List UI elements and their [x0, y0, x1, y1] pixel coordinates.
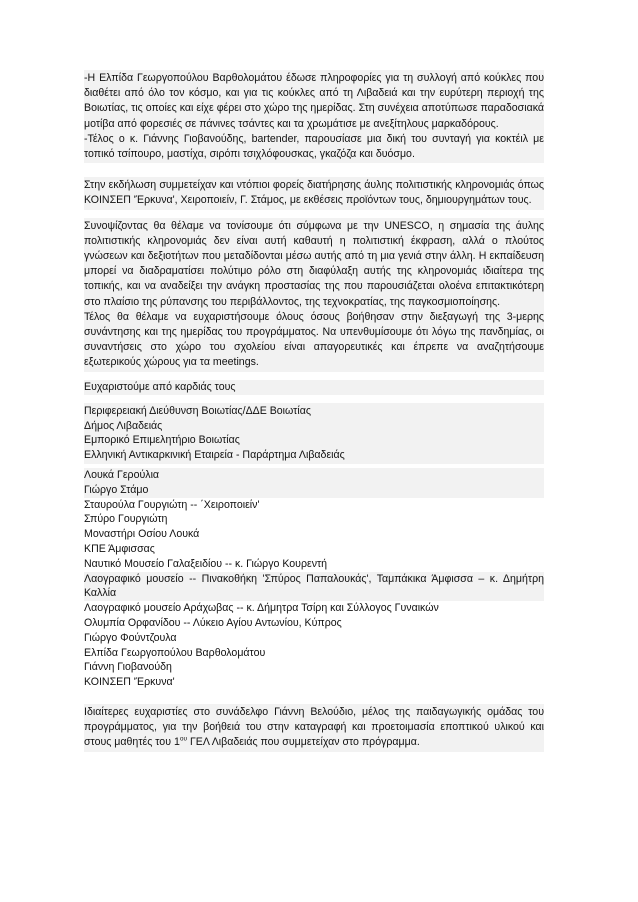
intro-paragraph-2: -Τέλος ο κ. Γιάννης Γιοβανούδης, bartender, παρουσίασε μια δική του συνταγή για κοκτέιλ με τοπικό τσίπουρο, μαστίχα, σιρόπι τσιχλόφουσκας, γκαζόζα και δυόσμο.: [84, 132, 544, 161]
list-item: Λαογραφικό μουσείο -- Πινακοθήκη 'Σπύρος Παπαλουκάς', Ταμπάκικα Άμφισσα – κ. Δημήτρη Καλλία: [84, 572, 544, 600]
list-item: ΚΠΕ Άμφισσας: [84, 543, 155, 556]
list-item: Σταυρούλα Γουργιώτη -- ΄Χειροποιείν': [84, 498, 260, 511]
exhibitors-paragraph: Στην εκδήλωση συμμετείχαν και ντόπιοι φορείς διατήρησης άυλης πολιτιστικής κληρονομιάς όπως ΚΟΙΝΣΕΠ 'Έρκυνα', Χειροποιείν, Γ. Στάμος, με εκθέσεις προϊόντων τους, δημιουργημάτων τους.: [84, 179, 544, 207]
list-item: Ναυτικό Μουσείο Γαλαξειδίου -- κ. Γιώργο Κουρεντή: [84, 557, 328, 570]
document-page: [84, 70, 544, 752]
closing-text-end: ΓΕΛ Λιβαδειάς που συμμετείχαν στο πρόγραμμα.: [187, 736, 420, 749]
list-item: Λαογραφικό μουσείο Αράχωβας -- κ. Δήμητρα Τσίρη και Σύλλογος Γυναικών: [84, 602, 439, 615]
exhibitors-block: [84, 177, 544, 209]
closing-block: [84, 704, 544, 752]
list-item: ΚΟΙΝΣΕΠ 'Έρκυνα': [84, 676, 175, 689]
sponsors-list: [84, 403, 544, 464]
list-item: Μοναστήρι Οσίου Λουκά: [84, 528, 200, 541]
intro-block: [84, 70, 544, 163]
intro-paragraph-1: -Η Ελπίδα Γεωργοπούλου Βαρθολομάτου έδωσε πληροφορίες για τη συλλογή από κούκλες που διαθέτει από όλο τον κόσμο, και για τις κούκλες από τη Λιβαδειά και την ευρύτερη περιοχή της Βοιωτίας, τις οποίες και είχε φέρει στο χώρο της ημερίδας. Στη συνέχεια αποτύπωσε παραδοσιακά μοτίβα από φορεσιές σε πάνινες τσάντες και τα χρωμάτισε με ανεξίτηλους μαρκαδόρους.: [84, 72, 544, 130]
ordinal-superscript: ου: [179, 735, 188, 743]
list-item: Ελπίδα Γεωργοπούλου Βαρθολομάτου: [84, 646, 266, 659]
closing-paragraph: [84, 705, 544, 751]
list-item: Γιώργο Φούντζουλα: [84, 631, 177, 644]
summary-paragraph-2: Τέλος θα θέλαμε να ευχαριστήσουμε όλους όσους βοήθησαν στην διεξαγωγή της 3-μερης συνάντησης και της ημερίδας του προγράμματος. Να υπενθυμίσουμε ότι λόγω της πανδημίας, οι συναντήσεις στο χώρο του σχολείου είναι απαγορευτικές και έπρεπε να αναζητήσουμε εξωτερικούς χώρους για τα meetings.: [84, 310, 544, 369]
list-item: Ελληνική Αντικαρκινική Εταιρεία - Παράρτημα Λιβαδειάς: [84, 449, 345, 462]
list-item: Σπύρο Γουργιώτη: [84, 513, 168, 526]
list-item: Γιώργο Στάμο: [84, 483, 544, 498]
list-item: Δήμος Λιβαδειάς: [84, 419, 163, 432]
list-item: Ολυμπία Ορφανίδου -- Λύκειο Αγίου Αντωνίου, Κύπρος: [84, 617, 342, 630]
list-item: Γιάννη Γιοβανούδη: [84, 661, 172, 674]
list-item: Περιφερειακή Διεύθυνση Βοιωτίας/ΔΔΕ Βοιωτίας: [84, 404, 311, 417]
thanks-heading: Ευχαριστούμε από καρδιάς τους: [84, 380, 544, 395]
closing-text-start: Ιδιαίτερες ευχαριστίες στο συνάδελφο Γιάννη Βελούδιο, μέλος της παιδαγωγικής ομάδας του προγράμματος, για την βοήθειά του στην καταγραφή και προετοιμασία εποπτικού υλικού και στους μαθητές του 1: [84, 706, 544, 749]
people-list: [84, 468, 544, 690]
summary-paragraph-1: Συνοψίζοντας θα θέλαμε να τονίσουμε ότι σύμφωνα με την UNESCO, η σημασία της άυλης πολιτιστικής κληρονομιάς δεν είναι αυτή καθαυτή η πολιτιστική έκφραση, αλλά ο πλούτος γνώσεων και δεξιοτήτων που μεταδίδονται μέσω αυτής από τη μια γενιά στην άλλη. Η εκπαίδευση μπορεί να διαδραματίσει πολύτιμο ρόλο στη διαφύλαξη αυτής της κληρονομιάς ιδιαίτερα της τοπικής, και να αναδείξει την ανάγκη προστασίας της που παρουσιάζεται ολοένα επιτακτικότερη στο πλαίσιο της ρύπανσης του περιβάλλοντος, της τεχνοκρατίας, της παγκοσμιοποίησης.: [84, 219, 544, 308]
list-item: Λουκά Γερούλια: [84, 468, 544, 483]
summary-block: [84, 218, 544, 372]
list-item: Εμπορικό Επιμελητήριο Βοιωτίας: [84, 434, 240, 447]
